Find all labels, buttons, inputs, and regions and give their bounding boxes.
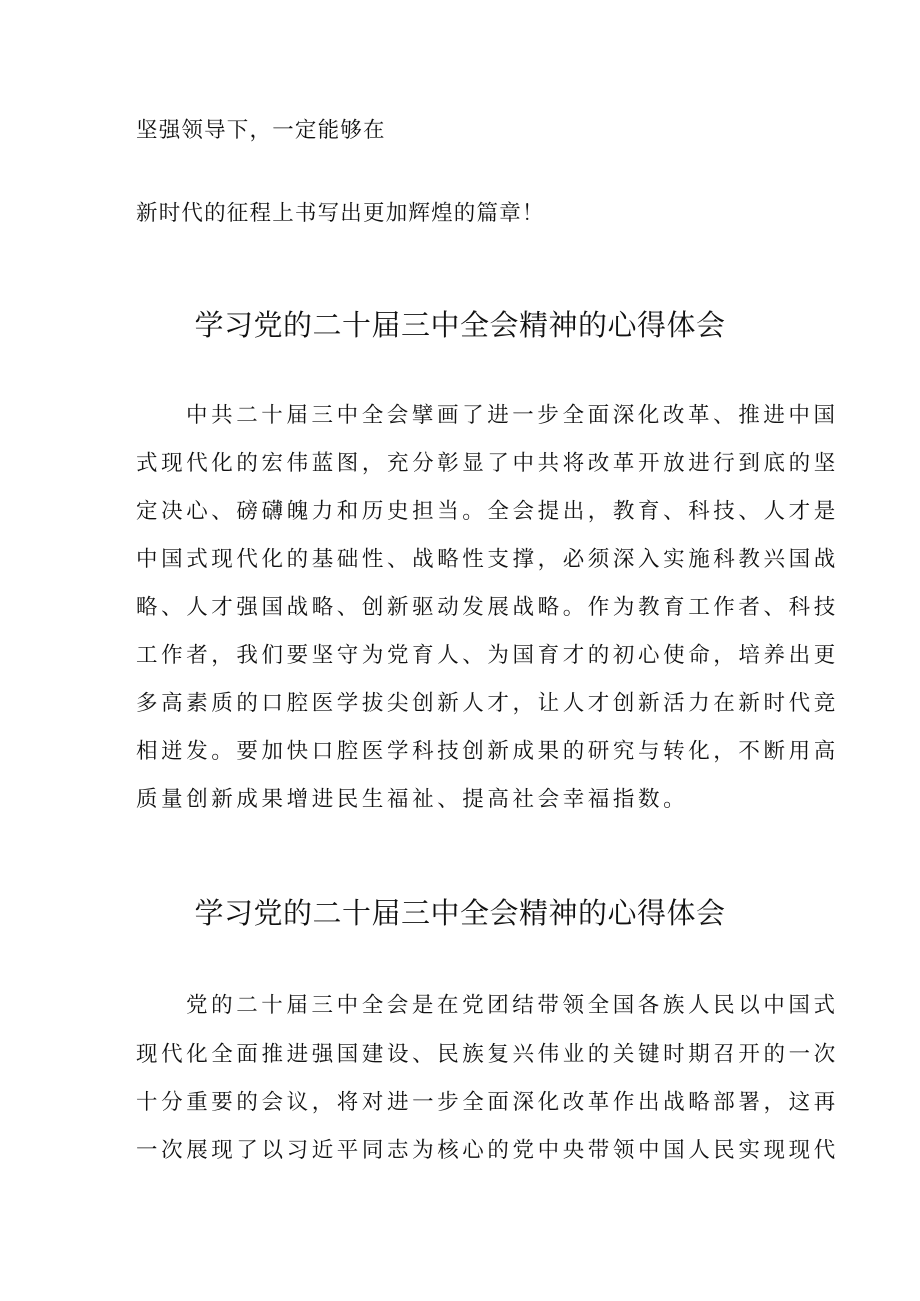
section-1-line-1: 中共二十届三中全会擘画了进一步全面深化改革、推进中国 bbox=[186, 403, 839, 428]
section-1-line-8: 相迸发。要加快口腔医学科技创新成果的研究与转化，不断用高 bbox=[136, 739, 839, 764]
section-2-title: 学习党的二十届三中全会精神的心得体会 bbox=[194, 896, 726, 930]
section-1-title: 学习党的二十届三中全会精神的心得体会 bbox=[194, 308, 726, 342]
section-2-line-4: 一次展现了以习近平同志为核心的党中央带领中国人民实现现代 bbox=[136, 1138, 839, 1163]
section-2-line-3: 十分重要的会议，将对进一步全面深化改革作出战略部署，这再 bbox=[136, 1090, 839, 1115]
section-1-line-5: 略、人才强国战略、创新驱动发展战略。作为教育工作者、科技 bbox=[136, 595, 839, 620]
section-1-line-2: 式现代化的宏伟蓝图，充分彰显了中共将改革开放进行到底的坚 bbox=[136, 451, 839, 476]
section-1-line-3: 定决心、磅礴魄力和历史担当。全会提出，教育、科技、人才是 bbox=[136, 499, 839, 524]
section-1-line-7: 多高素质的口腔医学拔尖创新人才，让人才创新活力在新时代竞 bbox=[136, 691, 839, 716]
section-2-line-2: 现代化全面推进强国建设、民族复兴伟业的关键时期召开的一次 bbox=[136, 1042, 839, 1067]
intro-line-2: 新时代的征程上书写出更加辉煌的篇章！ bbox=[136, 201, 545, 226]
intro-line-1: 坚强领导下，一定能够在 bbox=[136, 118, 386, 143]
section-2-line-1: 党的二十届三中全会是在党团结带领全国各族人民以中国式 bbox=[186, 993, 839, 1018]
section-1-line-6: 工作者，我们要坚守为党育人、为国育才的初心使命，培养出更 bbox=[136, 643, 839, 668]
section-1-line-9: 质量创新成果增进民生福祉、提高社会幸福指数。 bbox=[136, 787, 689, 812]
section-1-line-4: 中国式现代化的基础性、战略性支撑，必须深入实施科教兴国战 bbox=[136, 547, 839, 572]
